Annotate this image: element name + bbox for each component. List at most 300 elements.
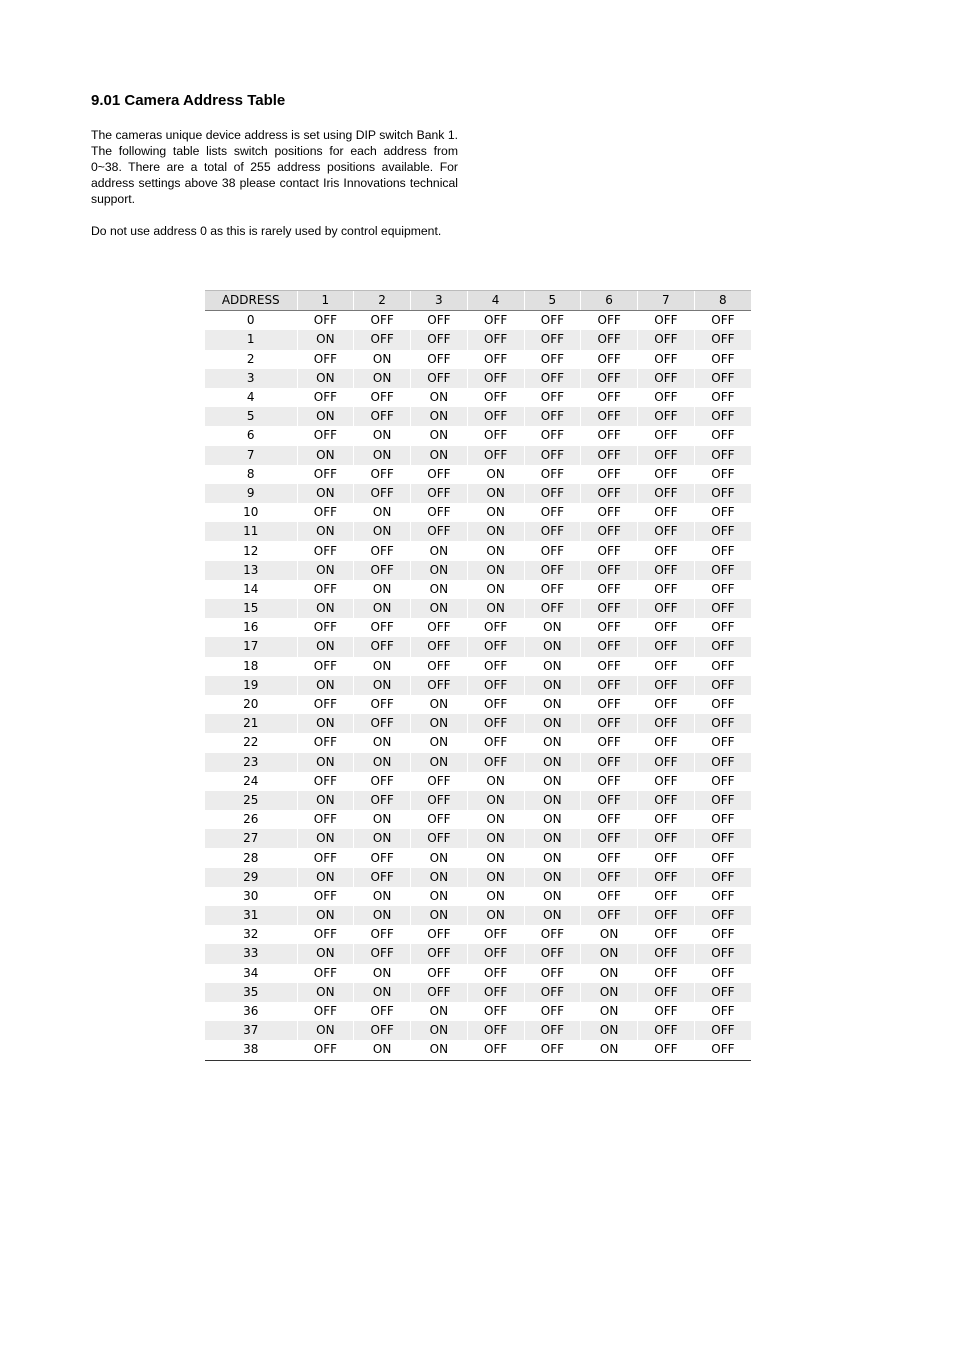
switch-state-cell: ON xyxy=(297,369,354,388)
switch-state-cell: ON xyxy=(297,753,354,772)
column-header-switch-2: 2 xyxy=(354,291,411,311)
switch-state-cell: OFF xyxy=(354,311,411,331)
table-row xyxy=(205,1021,751,1040)
address-cell: 9 xyxy=(205,484,297,503)
address-cell: 22 xyxy=(243,735,259,750)
switch-state-cell: OFF xyxy=(354,637,411,656)
switch-state-cell: OFF xyxy=(694,369,751,388)
switch-state-cell: OFF xyxy=(467,330,524,349)
switch-state-cell: OFF xyxy=(638,388,695,407)
switch-state-cell: OFF xyxy=(581,311,638,331)
switch-state-cell: OFF xyxy=(411,829,468,848)
switch-state-cell: ON xyxy=(467,772,524,791)
switch-state-cell: ON xyxy=(411,1040,468,1060)
address-cell: 5 xyxy=(205,407,297,426)
switch-state-cell: OFF xyxy=(354,868,411,887)
table-row xyxy=(205,599,751,618)
switch-state-cell: ON xyxy=(467,503,524,522)
switch-state-cell: OFF xyxy=(581,541,638,560)
switch-state-cell: OFF xyxy=(411,772,468,791)
switch-state-cell: OFF xyxy=(297,964,354,983)
switch-state-cell: OFF xyxy=(581,484,638,503)
column-header-switch-8: 8 xyxy=(694,291,751,311)
switch-state-cell: ON xyxy=(524,848,581,867)
switch-state-cell: OFF xyxy=(297,695,354,714)
switch-state-cell: OFF xyxy=(638,772,695,791)
switch-state-cell: OFF xyxy=(694,503,751,522)
switch-state-cell: OFF xyxy=(638,350,695,369)
switch-state-cell: ON xyxy=(411,1002,468,1021)
switch-state-cell: OFF xyxy=(354,772,411,791)
switch-state-cell: OFF xyxy=(297,465,354,484)
switch-state-cell: ON xyxy=(297,446,354,465)
table-row xyxy=(205,561,751,580)
switch-state-cell: OFF xyxy=(581,906,638,925)
switch-state-cell: OFF xyxy=(524,484,581,503)
switch-state-cell: ON xyxy=(467,906,524,925)
address-cell: 23 xyxy=(205,753,297,772)
address-cell: 38 xyxy=(205,1040,297,1060)
switch-state-cell: OFF xyxy=(467,637,524,656)
column-header-address: ADDRESS xyxy=(205,291,297,311)
switch-state-cell: ON xyxy=(297,599,354,618)
table-row xyxy=(205,484,751,503)
column-header-switch-6: 6 xyxy=(581,291,638,311)
switch-state-cell: OFF xyxy=(581,676,638,695)
switch-state-cell: ON xyxy=(411,388,468,407)
address-cell: 13 xyxy=(205,561,297,580)
switch-state-cell: OFF xyxy=(694,599,751,618)
switch-state-cell: OFF xyxy=(694,311,751,331)
switch-state-cell: OFF xyxy=(524,350,581,369)
table-row xyxy=(205,887,751,906)
switch-state-cell: OFF xyxy=(411,964,468,983)
column-header-switch-7: 7 xyxy=(638,291,695,311)
address-cell: 37 xyxy=(205,1021,297,1040)
switch-state-cell: OFF xyxy=(354,561,411,580)
table-row xyxy=(205,618,751,637)
switch-state-cell: OFF xyxy=(467,714,524,733)
address-cell: 36 xyxy=(243,1004,259,1019)
switch-state-cell: OFF xyxy=(411,618,468,637)
switch-state-cell: ON xyxy=(411,733,468,752)
switch-state-cell: OFF xyxy=(467,944,524,963)
switch-state-cell: OFF xyxy=(581,465,638,484)
switch-state-cell: OFF xyxy=(694,522,751,541)
switch-state-cell: ON xyxy=(524,772,581,791)
switch-state-cell: ON xyxy=(411,407,468,426)
address-cell: 33 xyxy=(205,944,297,963)
table-row xyxy=(205,503,751,522)
switch-state-cell: OFF xyxy=(467,753,524,772)
switch-state-cell: OFF xyxy=(467,311,524,331)
table-row xyxy=(205,1040,751,1060)
switch-state-cell: OFF xyxy=(638,753,695,772)
switch-state-cell: OFF xyxy=(411,810,468,829)
switch-state-cell: OFF xyxy=(354,618,411,637)
switch-state-cell: ON xyxy=(524,810,581,829)
switch-state-cell: ON xyxy=(297,829,354,848)
address-cell: 27 xyxy=(205,829,297,848)
switch-state-cell: OFF xyxy=(354,388,411,407)
switch-state-cell: ON xyxy=(297,714,354,733)
table-row xyxy=(205,330,751,349)
table-row xyxy=(205,407,751,426)
switch-state-cell: ON xyxy=(467,465,524,484)
switch-state-cell: ON xyxy=(297,1021,354,1040)
switch-state-cell: OFF xyxy=(354,791,411,810)
table-row xyxy=(205,311,751,331)
switch-state-cell: OFF xyxy=(524,599,581,618)
switch-state-cell: OFF xyxy=(354,944,411,963)
switch-state-cell: ON xyxy=(411,599,468,618)
switch-state-cell: ON xyxy=(467,599,524,618)
switch-state-cell: OFF xyxy=(638,369,695,388)
switch-state-cell: ON xyxy=(297,561,354,580)
switch-state-cell: ON xyxy=(354,522,411,541)
switch-state-cell: OFF xyxy=(297,426,354,445)
table-row xyxy=(205,637,751,656)
switch-state-cell: OFF xyxy=(467,695,524,714)
table-row xyxy=(205,753,751,772)
switch-state-cell: OFF xyxy=(638,868,695,887)
switch-state-cell: OFF xyxy=(524,1021,581,1040)
switch-state-cell: OFF xyxy=(524,983,581,1002)
switch-state-cell: OFF xyxy=(694,446,751,465)
switch-state-cell: ON xyxy=(581,1040,638,1060)
switch-state-cell: OFF xyxy=(354,1002,411,1021)
switch-state-cell: ON xyxy=(354,599,411,618)
address-cell: 16 xyxy=(243,620,259,635)
warning-paragraph: Do not use address 0 as this is rarely used by control equipment. xyxy=(91,224,442,238)
column-header-switch-3: 3 xyxy=(411,291,468,311)
address-cell: 1 xyxy=(205,330,297,349)
table-row xyxy=(205,964,751,983)
switch-state-cell: ON xyxy=(354,426,411,445)
switch-state-cell: OFF xyxy=(694,426,751,445)
switch-state-cell: OFF xyxy=(638,887,695,906)
switch-state-cell: OFF xyxy=(467,657,524,676)
address-cell: 6 xyxy=(246,428,255,443)
switch-state-cell: OFF xyxy=(411,791,468,810)
switch-state-cell: ON xyxy=(354,676,411,695)
switch-state-cell: ON xyxy=(354,503,411,522)
switch-state-cell: ON xyxy=(411,695,468,714)
switch-state-cell: OFF xyxy=(581,369,638,388)
switch-state-cell: ON xyxy=(354,906,411,925)
switch-state-cell: ON xyxy=(467,810,524,829)
switch-state-cell: ON xyxy=(297,330,354,349)
switch-state-cell: OFF xyxy=(524,407,581,426)
column-header-switch-1: 1 xyxy=(297,291,354,311)
switch-state-cell: OFF xyxy=(581,829,638,848)
table-row xyxy=(205,388,751,407)
switch-state-cell: OFF xyxy=(638,925,695,944)
switch-state-cell: OFF xyxy=(524,522,581,541)
switch-state-cell: OFF xyxy=(524,330,581,349)
switch-state-cell: OFF xyxy=(467,964,524,983)
switch-state-cell: OFF xyxy=(297,311,354,331)
switch-state-cell: ON xyxy=(297,522,354,541)
switch-state-cell: OFF xyxy=(297,1002,354,1021)
switch-state-cell: OFF xyxy=(297,503,354,522)
switch-state-cell: ON xyxy=(467,561,524,580)
switch-state-cell: OFF xyxy=(694,695,751,714)
switch-state-cell: ON xyxy=(354,733,411,752)
switch-state-cell: OFF xyxy=(694,733,751,752)
switch-state-cell: ON xyxy=(524,829,581,848)
switch-state-cell: ON xyxy=(297,637,354,656)
switch-state-cell: OFF xyxy=(638,465,695,484)
switch-state-cell: ON xyxy=(524,887,581,906)
switch-state-cell: ON xyxy=(354,350,411,369)
address-cell: 14 xyxy=(243,581,259,596)
switch-state-cell: OFF xyxy=(297,618,354,637)
switch-state-cell: OFF xyxy=(524,944,581,963)
switch-state-cell: ON xyxy=(467,541,524,560)
switch-state-cell: OFF xyxy=(694,465,751,484)
switch-state-cell: OFF xyxy=(694,753,751,772)
switch-state-cell: ON xyxy=(354,446,411,465)
switch-state-cell: OFF xyxy=(581,695,638,714)
header-row xyxy=(205,291,751,311)
switch-state-cell: OFF xyxy=(411,925,468,944)
switch-state-cell: OFF xyxy=(297,350,354,369)
switch-state-cell: OFF xyxy=(694,561,751,580)
switch-state-cell: OFF xyxy=(297,580,354,599)
switch-state-cell: OFF xyxy=(638,484,695,503)
switch-state-cell: OFF xyxy=(694,848,751,867)
switch-state-cell: ON xyxy=(467,887,524,906)
switch-state-cell: OFF xyxy=(638,426,695,445)
switch-state-cell: OFF xyxy=(297,810,354,829)
switch-state-cell: OFF xyxy=(581,753,638,772)
switch-state-cell: OFF xyxy=(581,388,638,407)
switch-state-cell: OFF xyxy=(694,330,751,349)
switch-state-cell: OFF xyxy=(638,983,695,1002)
switch-state-cell: ON xyxy=(524,657,581,676)
switch-state-cell: ON xyxy=(411,446,468,465)
switch-state-cell: OFF xyxy=(411,983,468,1002)
switch-state-cell: OFF xyxy=(524,925,581,944)
switch-state-cell: OFF xyxy=(467,407,524,426)
switch-state-cell: ON xyxy=(524,906,581,925)
switch-state-cell: OFF xyxy=(467,983,524,1002)
switch-state-cell: OFF xyxy=(581,733,638,752)
switch-state-cell: ON xyxy=(297,983,354,1002)
switch-state-cell: ON xyxy=(297,868,354,887)
switch-state-cell: ON xyxy=(524,695,581,714)
switch-state-cell: ON xyxy=(411,868,468,887)
switch-state-cell: OFF xyxy=(581,446,638,465)
switch-state-cell: ON xyxy=(581,964,638,983)
address-cell: 19 xyxy=(205,676,297,695)
switch-state-cell: OFF xyxy=(524,1040,581,1060)
switch-state-cell: OFF xyxy=(467,446,524,465)
switch-state-cell: OFF xyxy=(467,1002,524,1021)
address-cell: 15 xyxy=(205,599,297,618)
switch-state-cell: ON xyxy=(354,829,411,848)
table-row xyxy=(205,829,751,848)
switch-state-cell: OFF xyxy=(581,580,638,599)
intro-paragraph: The cameras unique device address is set using DIP switch Bank 1. The following table lists switch positions for each address from 0~38. There are a total of 255 address positions available. For address settings above 38 please contact Iris Innovations technical support. xyxy=(91,128,458,206)
switch-state-cell: OFF xyxy=(411,637,468,656)
switch-state-cell: ON xyxy=(411,906,468,925)
switch-state-cell: OFF xyxy=(524,503,581,522)
switch-state-cell: OFF xyxy=(467,388,524,407)
switch-state-cell: OFF xyxy=(581,810,638,829)
switch-state-cell: ON xyxy=(411,753,468,772)
switch-state-cell: OFF xyxy=(581,714,638,733)
switch-state-cell: OFF xyxy=(581,522,638,541)
table-row xyxy=(205,944,751,963)
switch-state-cell: OFF xyxy=(638,829,695,848)
switch-state-cell: OFF xyxy=(638,733,695,752)
switch-state-cell: OFF xyxy=(524,1002,581,1021)
switch-state-cell: OFF xyxy=(694,791,751,810)
switch-state-cell: ON xyxy=(354,580,411,599)
switch-state-cell: OFF xyxy=(581,330,638,349)
address-cell: 32 xyxy=(243,927,259,942)
table-row xyxy=(205,695,751,714)
address-cell: 3 xyxy=(205,369,297,388)
switch-state-cell: OFF xyxy=(694,388,751,407)
switch-state-cell: OFF xyxy=(297,733,354,752)
switch-state-cell: ON xyxy=(467,484,524,503)
switch-state-cell: OFF xyxy=(411,522,468,541)
switch-state-cell: OFF xyxy=(581,618,638,637)
switch-state-cell: OFF xyxy=(694,1002,751,1021)
address-cell: 29 xyxy=(205,868,297,887)
switch-state-cell: ON xyxy=(581,1021,638,1040)
switch-state-cell: ON xyxy=(524,791,581,810)
section-heading: 9.01 Camera Address Table xyxy=(91,92,286,109)
switch-state-cell: OFF xyxy=(467,618,524,637)
address-cell: 18 xyxy=(243,658,259,673)
table-row xyxy=(205,925,751,944)
switch-state-cell: ON xyxy=(467,829,524,848)
switch-state-cell: OFF xyxy=(581,791,638,810)
switch-state-cell: OFF xyxy=(411,503,468,522)
switch-state-cell: OFF xyxy=(638,1021,695,1040)
switch-state-cell: OFF xyxy=(524,426,581,445)
switch-state-cell: ON xyxy=(411,714,468,733)
switch-state-cell: OFF xyxy=(354,848,411,867)
table-row xyxy=(205,733,751,752)
switch-state-cell: ON xyxy=(411,561,468,580)
switch-state-cell: OFF xyxy=(524,964,581,983)
switch-state-cell: ON xyxy=(411,1021,468,1040)
table-row xyxy=(205,676,751,695)
address-table-body xyxy=(205,311,751,1060)
switch-state-cell: OFF xyxy=(524,388,581,407)
switch-state-cell: ON xyxy=(354,983,411,1002)
switch-state-cell: OFF xyxy=(354,1021,411,1040)
switch-state-cell: OFF xyxy=(354,925,411,944)
switch-state-cell: OFF xyxy=(297,848,354,867)
switch-state-cell: OFF xyxy=(638,618,695,637)
switch-state-cell: OFF xyxy=(581,407,638,426)
table-row xyxy=(205,350,751,369)
switch-state-cell: ON xyxy=(354,964,411,983)
switch-state-cell: OFF xyxy=(638,964,695,983)
switch-state-cell: OFF xyxy=(638,676,695,695)
switch-state-cell: OFF xyxy=(694,829,751,848)
address-cell: 34 xyxy=(243,965,259,980)
switch-state-cell: ON xyxy=(411,426,468,445)
switch-state-cell: OFF xyxy=(638,1002,695,1021)
switch-state-cell: OFF xyxy=(694,541,751,560)
switch-state-cell: OFF xyxy=(297,772,354,791)
table-row xyxy=(205,580,751,599)
switch-state-cell: OFF xyxy=(638,522,695,541)
switch-state-cell: OFF xyxy=(638,791,695,810)
address-cell: 10 xyxy=(243,505,259,520)
address-cell: 30 xyxy=(243,888,259,903)
switch-state-cell: OFF xyxy=(638,906,695,925)
switch-state-cell: ON xyxy=(411,541,468,560)
switch-state-cell: OFF xyxy=(694,580,751,599)
switch-state-cell: OFF xyxy=(694,944,751,963)
switch-state-cell: OFF xyxy=(694,1040,751,1060)
switch-state-cell: OFF xyxy=(638,848,695,867)
switch-state-cell: OFF xyxy=(411,369,468,388)
switch-state-cell: OFF xyxy=(581,868,638,887)
switch-state-cell: OFF xyxy=(581,887,638,906)
table-row xyxy=(205,848,751,867)
address-cell: 7 xyxy=(205,446,297,465)
address-cell: 8 xyxy=(246,466,255,481)
table-row xyxy=(205,810,751,829)
switch-state-cell: ON xyxy=(467,791,524,810)
switch-state-cell: ON xyxy=(354,810,411,829)
switch-state-cell: OFF xyxy=(694,868,751,887)
switch-state-cell: ON xyxy=(524,868,581,887)
table-row xyxy=(205,868,751,887)
switch-state-cell: ON xyxy=(581,944,638,963)
address-cell: 20 xyxy=(243,697,259,712)
switch-state-cell: OFF xyxy=(638,503,695,522)
address-cell: 11 xyxy=(205,522,297,541)
address-cell: 25 xyxy=(205,791,297,810)
switch-state-cell: OFF xyxy=(297,657,354,676)
table-row xyxy=(205,983,751,1002)
switch-state-cell: OFF xyxy=(411,350,468,369)
table-row xyxy=(205,772,751,791)
switch-state-cell: ON xyxy=(524,753,581,772)
switch-state-cell: ON xyxy=(524,714,581,733)
table-row xyxy=(205,426,751,445)
table-row xyxy=(205,465,751,484)
switch-state-cell: ON xyxy=(354,657,411,676)
table-row xyxy=(205,522,751,541)
switch-state-cell: OFF xyxy=(524,369,581,388)
switch-state-cell: ON xyxy=(297,791,354,810)
switch-state-cell: OFF xyxy=(694,810,751,829)
switch-state-cell: OFF xyxy=(638,1040,695,1060)
switch-state-cell: ON xyxy=(411,887,468,906)
switch-state-cell: OFF xyxy=(524,446,581,465)
switch-state-cell: OFF xyxy=(467,733,524,752)
address-cell: 17 xyxy=(205,637,297,656)
switch-state-cell: OFF xyxy=(524,541,581,560)
switch-state-cell: OFF xyxy=(694,637,751,656)
switch-state-cell: ON xyxy=(297,484,354,503)
address-cell: 26 xyxy=(243,812,259,827)
table-row xyxy=(205,1002,751,1021)
switch-state-cell: OFF xyxy=(694,714,751,733)
switch-state-cell: OFF xyxy=(524,311,581,331)
